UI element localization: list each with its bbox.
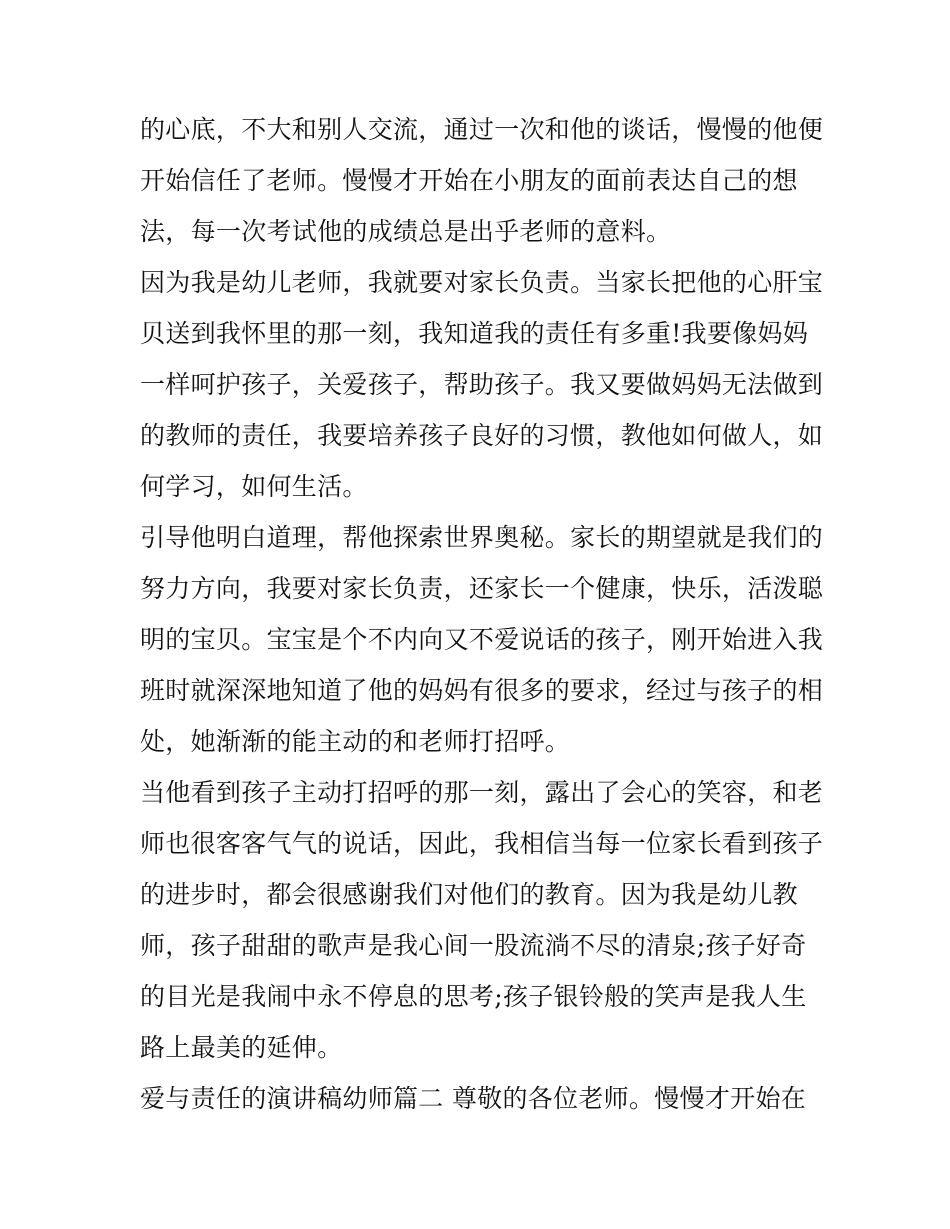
text-line: 贝送到我怀里的那一刻，我知道我的责任有多重!我要像妈妈 xyxy=(140,319,809,348)
text-line: 师也很客客气气的说话，因此，我相信当每一位家长看到孩子 xyxy=(140,829,824,858)
text-line: 的进步时，都会很感谢我们对他们的教育。因为我是幼儿教 xyxy=(140,880,798,909)
text-line: 引导他明白道理，帮他探索世界奥秘。家长的期望就是我们的 xyxy=(140,523,824,552)
text-line: 努力方向，我要对家长负责，还家长一个健康，快乐，活泼聪 xyxy=(140,574,824,603)
text-line: 的心底，不大和别人交流，通过一次和他的谈话，慢慢的他便 xyxy=(140,115,824,144)
text-line: 当他看到孩子主动打招呼的那一刻，露出了会心的笑容，和老 xyxy=(140,778,824,807)
text-line: 处，她渐渐的能主动的和老师打招呼。 xyxy=(140,727,571,756)
text-line: 班时就深深地知道了他的妈妈有很多的要求，经过与孩子的相 xyxy=(140,676,824,705)
text-line: 法，每一次考试他的成绩总是出乎老师的意料。 xyxy=(140,217,672,246)
text-line: 爱与责任的演讲稿幼师篇二 尊敬的各位老师。慢慢才开始在 xyxy=(140,1084,807,1113)
text-line: 开始信任了老师。慢慢才开始在小朋友的面前表达自己的想 xyxy=(140,166,798,195)
text-line: 何学习，如何生活。 xyxy=(140,472,368,501)
text-line: 因为我是幼儿老师，我就要对家长负责。当家长把他的心肝宝 xyxy=(140,268,824,297)
document-body xyxy=(140,104,830,1124)
text-line: 路上最美的延伸。 xyxy=(140,1033,343,1062)
text-line: 师，孩子甜甜的歌声是我心间一股流淌不尽的清泉;孩子好奇 xyxy=(140,931,807,960)
text-line: 明的宝贝。宝宝是个不内向又不爱说话的孩子，刚开始进入我 xyxy=(140,625,824,654)
text-line: 的教师的责任，我要培养孩子良好的习惯，教他如何做人，如 xyxy=(140,421,824,450)
text-line: 一样呵护孩子，关爱孩子，帮助孩子。我又要做妈妈无法做到 xyxy=(140,370,824,399)
text-line: 的目光是我闹中永不停息的思考;孩子银铃般的笑声是我人生 xyxy=(140,982,807,1011)
